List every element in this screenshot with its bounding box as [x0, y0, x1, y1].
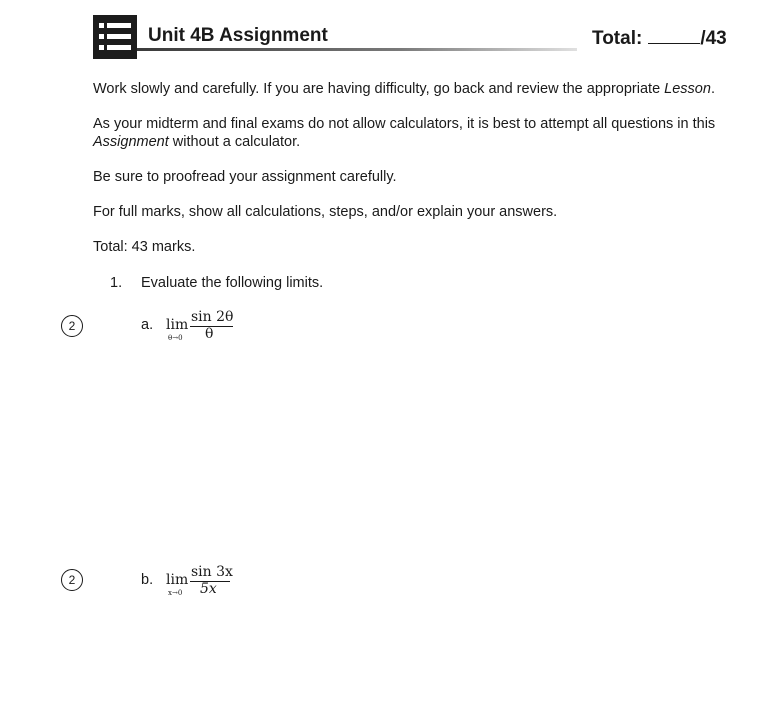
- instruction-paragraph-3: Be sure to proofread your assignment carefully.: [93, 169, 397, 185]
- lim-approach: x→0: [168, 589, 183, 597]
- lim-approach: θ→0: [168, 334, 183, 342]
- instruction-paragraph-2: As your midterm and final exams do not allow calculators, it is best to attempt all questions in this Assignment without a calculator.: [93, 116, 716, 150]
- total-max: /43: [700, 28, 727, 49]
- question-number: 1.: [110, 275, 123, 291]
- fraction-denominator: θ: [205, 326, 214, 342]
- lim-operator: lim: [166, 317, 189, 333]
- fraction-denominator: 5x: [200, 581, 217, 597]
- total-score: [592, 27, 727, 50]
- page-title: Unit 4B Assignment: [148, 25, 328, 46]
- lim-operator: lim: [166, 572, 189, 588]
- limit-expression-b: [166, 563, 246, 603]
- unit-list-icon: [93, 15, 137, 59]
- part-label-a: a.: [141, 317, 154, 333]
- instruction-paragraph-4: For full marks, show all calculations, steps, and/or explain your answers.: [93, 204, 558, 220]
- fraction-numerator: sin 2θ: [191, 309, 234, 325]
- marks-badge-b: 2: [61, 569, 83, 591]
- total-marks-text: Total: 43 marks.: [93, 239, 196, 255]
- question-prompt: Evaluate the following limits.: [141, 275, 324, 291]
- part-label-b: b.: [141, 572, 154, 588]
- total-score-blank[interactable]: [648, 27, 700, 44]
- limit-expression-a: [166, 308, 246, 348]
- total-label: Total:: [592, 28, 643, 49]
- instruction-paragraph-1: Work slowly and carefully. If you are having difficulty, go back and review the appropriate Lesson.: [93, 81, 715, 97]
- marks-badge-a: 2: [61, 315, 83, 337]
- title-underline: [137, 48, 577, 51]
- fraction-numerator: sin 3x: [191, 564, 233, 580]
